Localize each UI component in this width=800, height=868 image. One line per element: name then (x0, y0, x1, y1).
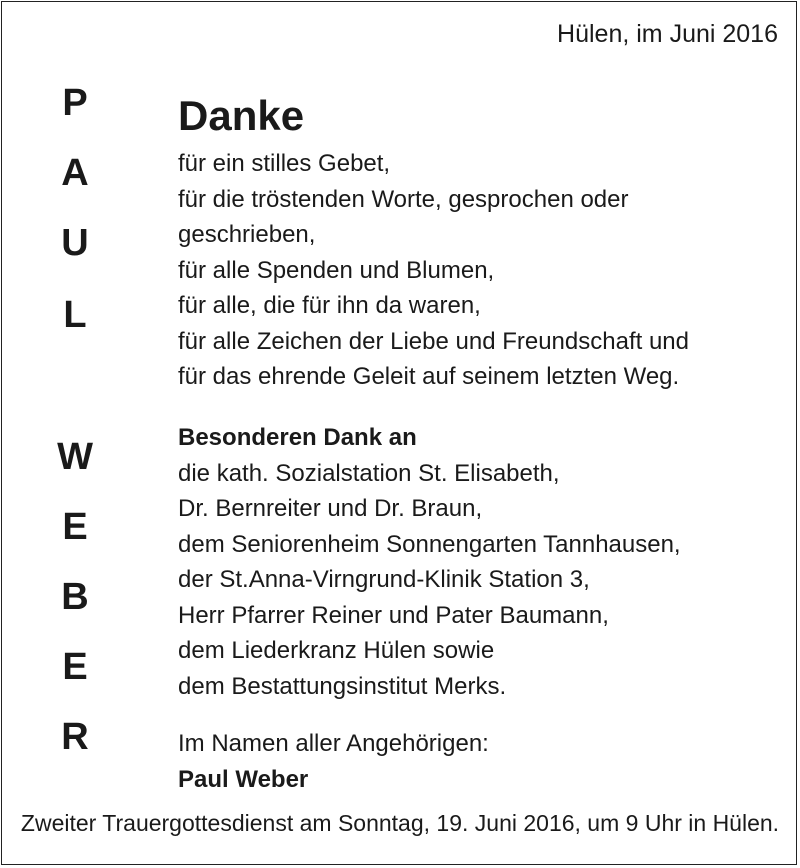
name-letter: U (61, 222, 89, 264)
signer-name: Paul Weber (178, 765, 309, 793)
thanks-list (178, 146, 689, 395)
thanks-line: für die tröstenden Worte, gesprochen oder (178, 185, 629, 213)
signature-block (178, 726, 489, 797)
special-line: Herr Pfarrer Reiner und Pater Baumann, (178, 601, 609, 629)
thanks-line: geschrieben, (178, 221, 316, 248)
special-line: dem Liederkranz Hülen sowie (178, 637, 495, 664)
special-line: Dr. Bernreiter und Dr. Braun, (178, 495, 483, 522)
special-line: dem Bestattungsinstitut Merks. (178, 672, 507, 700)
special-line: dem Seniorenheim Sonnengarten Tannhausen, (178, 530, 681, 558)
place-date: Hülen, im Juni 2016 (557, 20, 778, 48)
special-line: die kath. Sozialstation St. Elisabeth, (178, 459, 560, 487)
name-letter: E (62, 506, 88, 548)
thanks-line: für ein stilles Gebet, (178, 150, 391, 177)
thanks-line: für alle Spenden und Blumen, (178, 256, 495, 284)
special-thanks (178, 420, 681, 704)
name-letter: W (57, 436, 93, 478)
thanks-line: für alle, die für ihn da waren, (178, 292, 481, 319)
name-letter: P (62, 82, 88, 124)
name-letter: E (62, 646, 88, 688)
name-letter: A (61, 152, 89, 194)
footer-note: Zweiter Trauergottesdienst am Sonntag, 19. Juni 2016, um 9 Uhr in Hülen. (20, 810, 780, 836)
special-line: der St.Anna-Virngrund-Klinik Station 3, (178, 566, 590, 593)
special-thanks-heading: Besonderen Dank an (178, 424, 417, 451)
name-letter: B (61, 576, 89, 618)
thanks-line: für alle Zeichen der Liebe und Freundschaft und (178, 327, 689, 355)
name-letter: R (61, 716, 89, 758)
thanks-line: für das ehrende Geleit auf seinem letzten Weg. (178, 363, 680, 390)
name-letter: L (63, 294, 87, 336)
signoff-text: Im Namen aller Angehörigen: (178, 730, 489, 757)
heading-danke: Danke (178, 92, 305, 139)
